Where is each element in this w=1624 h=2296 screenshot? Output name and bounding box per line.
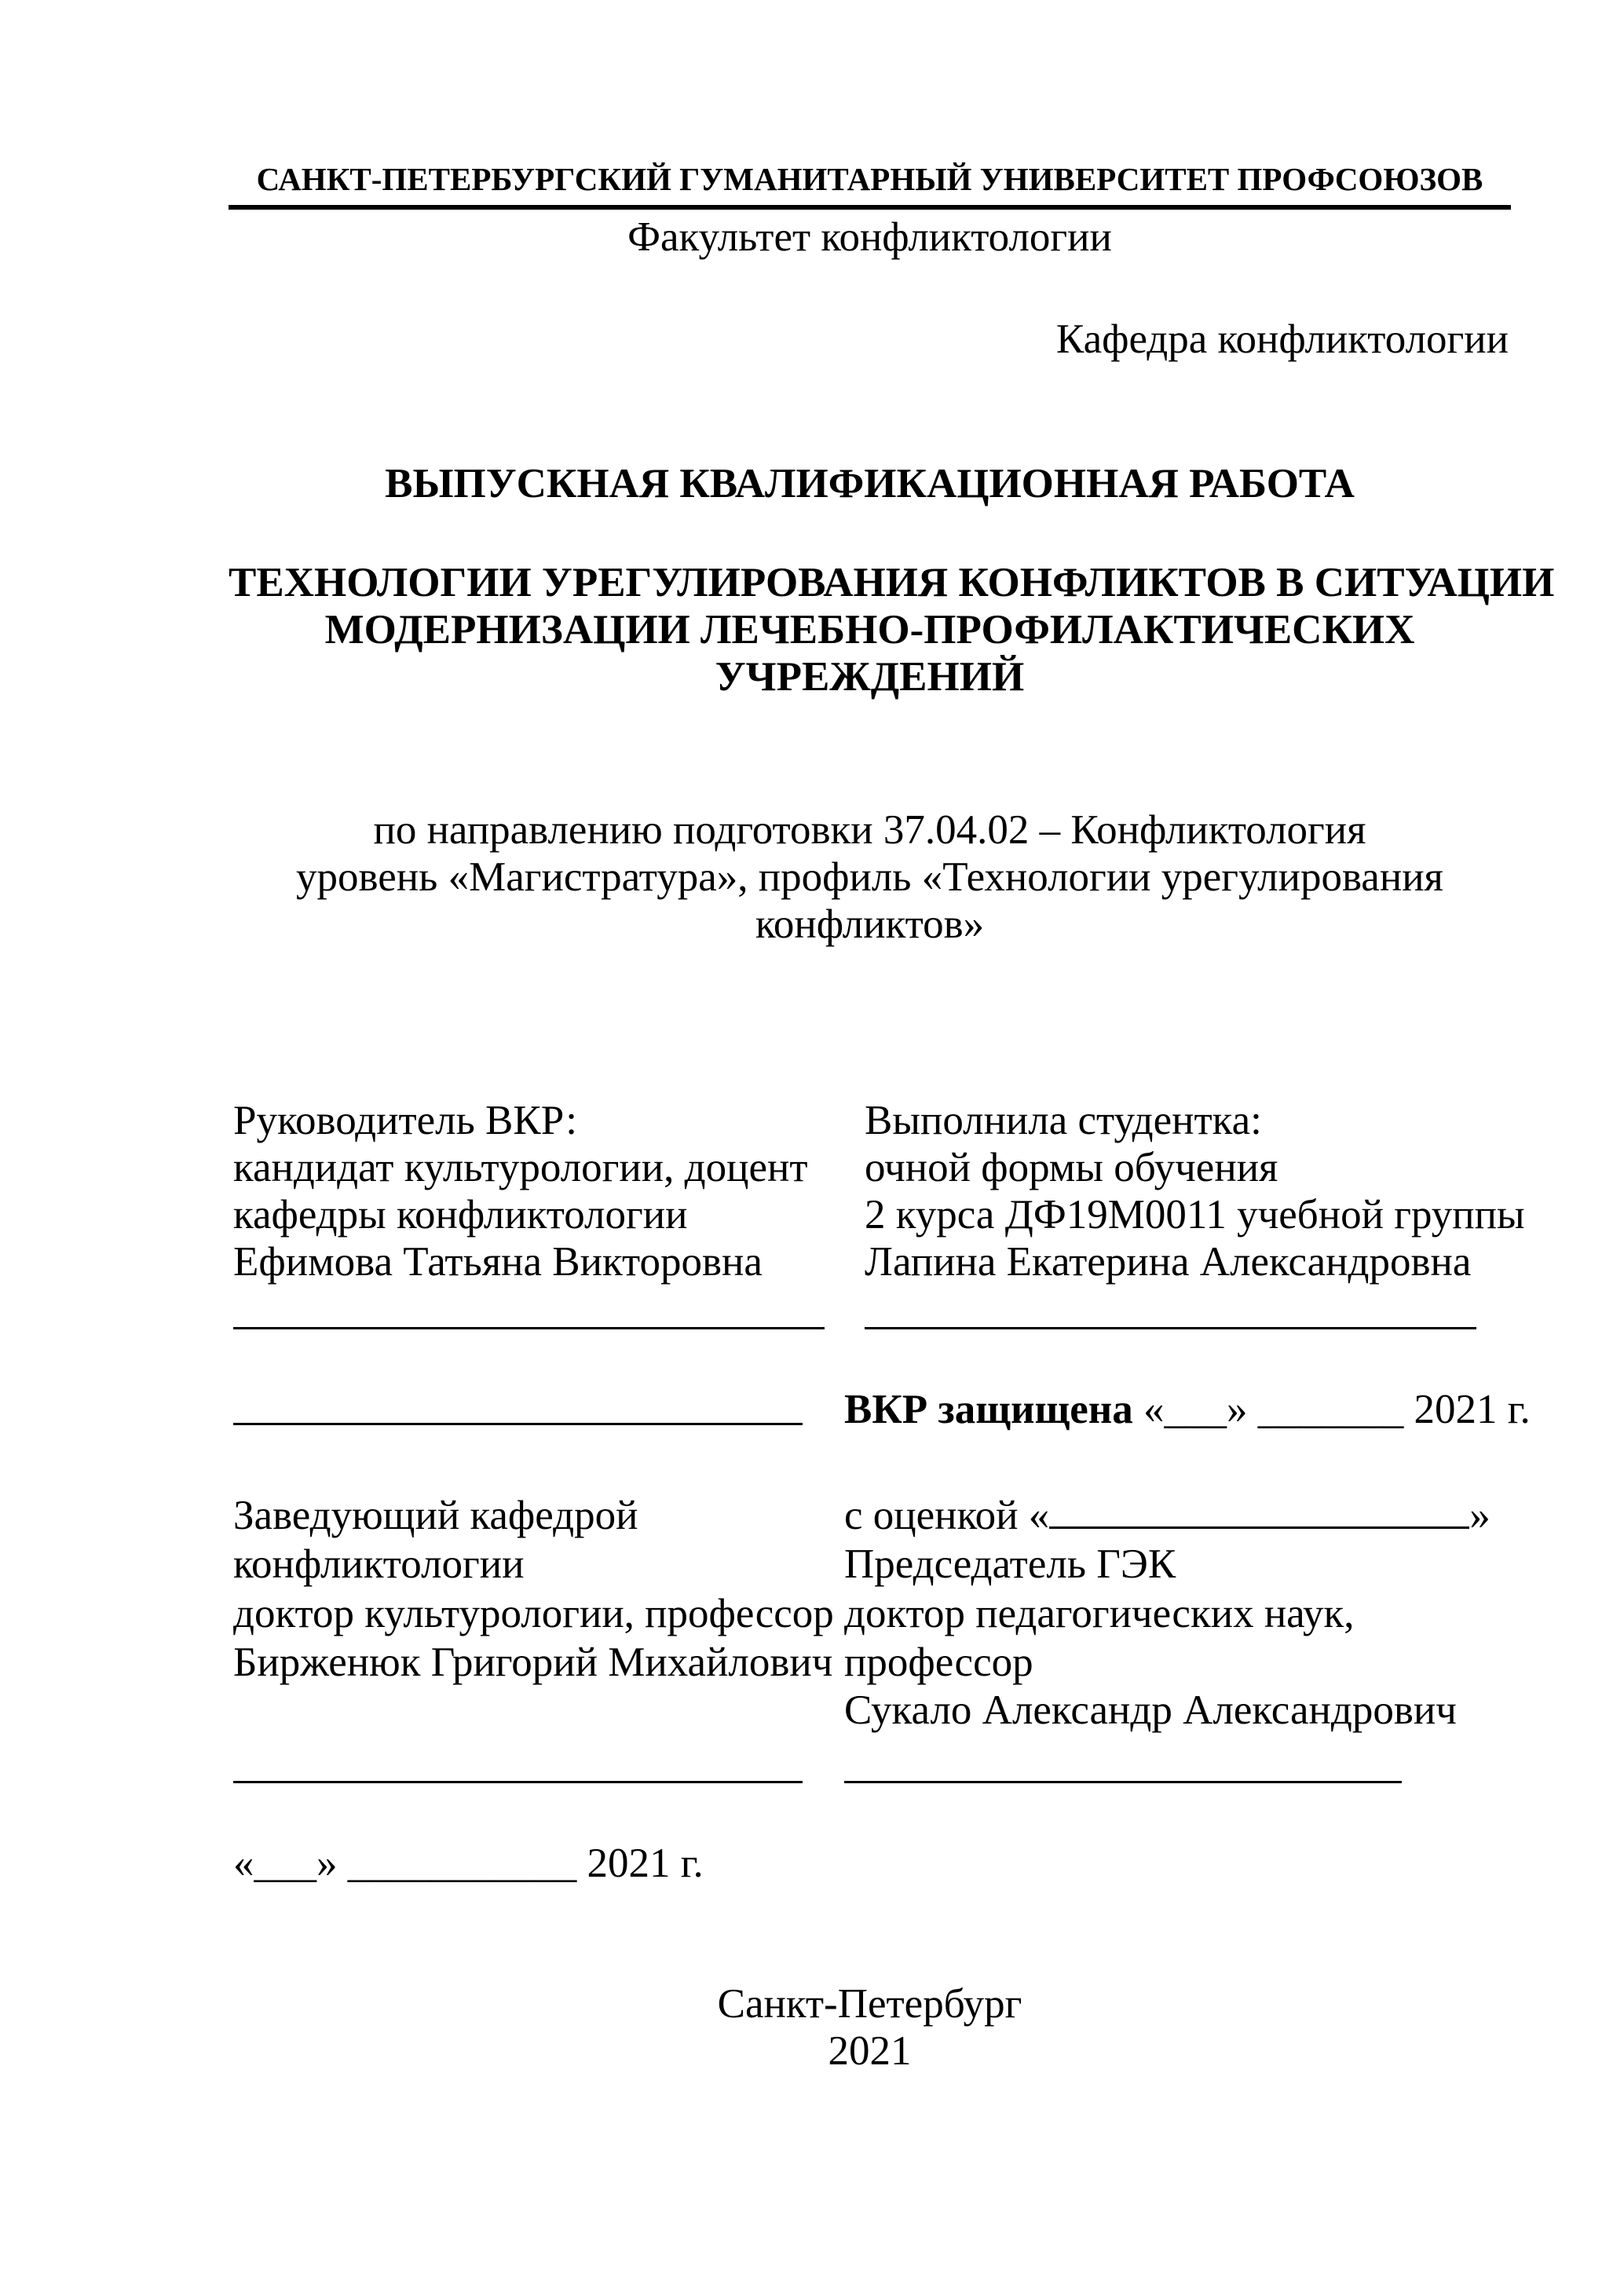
header-rule (229, 205, 1511, 210)
chair-title: профессор (844, 1640, 1033, 1685)
defense-label: ВКР защищена (844, 1387, 1133, 1432)
supervisor-department: кафедры конфликтологии (233, 1192, 688, 1238)
supervisor-name: Ефимова Татьяна Викторовна (233, 1239, 763, 1285)
department-name: Кафедра конфликтологии (1055, 316, 1509, 362)
direction-line-3: конфликтов» (755, 901, 985, 947)
head-degree: доктор культурологии, профессор (233, 1591, 834, 1636)
chair-degree: доктор педагогических наук, (844, 1591, 1355, 1636)
defense-line (844, 1386, 1531, 1433)
head-department: конфликтологии (233, 1541, 525, 1587)
head-signature-line (233, 1781, 803, 1783)
grade-close: » (1469, 1493, 1490, 1538)
grade-label: с оценкой « (844, 1493, 1050, 1538)
supervisor-signature-line (233, 1327, 825, 1329)
grade-line (844, 1492, 1490, 1539)
chair-signature-line (844, 1781, 1402, 1783)
student-group: 2 курса ДФ19М0011 учебной группы (865, 1192, 1525, 1238)
supervisor-degree: кандидат культурологии, доцент (233, 1145, 808, 1190)
year: 2021 (828, 2028, 912, 2074)
date-line: «___» ___________ 2021 г. (233, 1841, 704, 1886)
university-name: САНКТ-ПЕТЕРБУРГСКИЙ ГУМАНИТАРНЫЙ УНИВЕРСИТЕТ ПРОФСОЮЗОВ (256, 161, 1483, 197)
faculty-name: Факультет конфликтологии (627, 214, 1112, 260)
work-type: ВЫПУСКНАЯ КВАЛИФИКАЦИОННАЯ РАБОТА (385, 461, 1355, 506)
student-signature-line (865, 1327, 1476, 1329)
admission-signature-line (233, 1423, 803, 1425)
head-label: Заведующий кафедрой (233, 1493, 638, 1538)
supervisor-label: Руководитель ВКР: (233, 1098, 577, 1143)
thesis-title-line-3: УЧРЕЖДЕНИЙ (715, 654, 1025, 700)
defense-date: «___» _______ 2021 г. (1132, 1387, 1531, 1432)
head-name: Бирженюк Григорий Михайлович (233, 1640, 833, 1685)
direction-line-1: по направлению подготовки 37.04.02 – Конфликтология (373, 807, 1366, 853)
chair-label: Председатель ГЭК (844, 1541, 1176, 1587)
student-label: Выполнила студентка: (865, 1098, 1262, 1143)
direction-line-2: уровень «Магистратура», профиль «Технологии урегулирования (296, 854, 1443, 900)
grade-field[interactable] (1049, 1492, 1469, 1529)
thesis-title-line-1: ТЕХНОЛОГИИ УРЕГУЛИРОВАНИЯ КОНФЛИКТОВ В СИТУАЦИИ (229, 560, 1555, 605)
student-name: Лапина Екатерина Александровна (865, 1239, 1472, 1285)
student-form: очной формы обучения (865, 1145, 1278, 1190)
chair-name: Сукало Александр Александрович (844, 1687, 1457, 1733)
city: Санкт-Петербург (717, 1981, 1022, 2027)
thesis-title-line-2: МОДЕРНИЗАЦИИ ЛЕЧЕБНО-ПРОФИЛАКТИЧЕСКИХ (324, 607, 1415, 653)
